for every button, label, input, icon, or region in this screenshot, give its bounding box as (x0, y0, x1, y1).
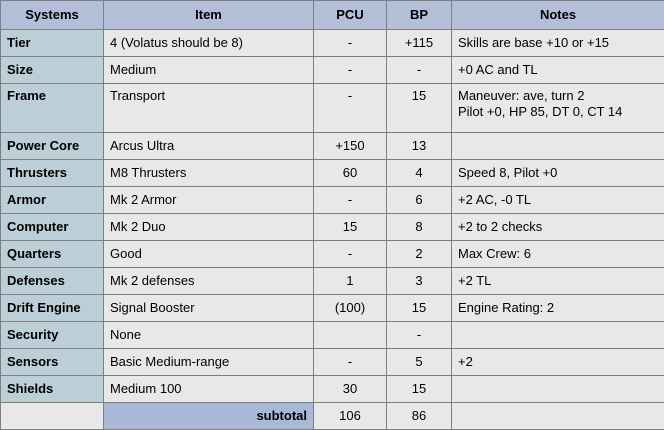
notes-cell (452, 322, 664, 349)
notes-line: Pilot +0, HP 85, DT 0, CT 14 (458, 104, 623, 119)
item-cell: Basic Medium-range (104, 349, 314, 376)
header-row (1, 1, 664, 30)
header-pcu: PCU (314, 1, 387, 30)
item-cell: Transport (104, 84, 314, 133)
bp-cell: 2 (387, 241, 452, 268)
item-cell: 4 (Volatus should be 8) (104, 30, 314, 57)
pcu-cell (314, 322, 387, 349)
header-item: Item (104, 1, 314, 30)
system-name: Power Core (1, 133, 104, 160)
item-cell: Medium (104, 57, 314, 84)
bp-cell: 4 (387, 160, 452, 187)
notes-cell: +2 TL (452, 268, 664, 295)
table-row-frame (1, 84, 664, 133)
pcu-cell: - (314, 241, 387, 268)
pcu-cell: 15 (314, 214, 387, 241)
notes-cell (452, 376, 664, 403)
pcu-cell: 60 (314, 160, 387, 187)
notes-cell: +2 to 2 checks (452, 214, 664, 241)
bp-cell: +115 (387, 30, 452, 57)
system-name: Tier (1, 30, 104, 57)
table-row-armor (1, 187, 664, 214)
system-name: Thrusters (1, 160, 104, 187)
bp-cell: 6 (387, 187, 452, 214)
notes-cell: +2 AC, -0 TL (452, 187, 664, 214)
bp-cell: 8 (387, 214, 452, 241)
notes-line: Maneuver: ave, turn 2 (458, 88, 585, 103)
bp-cell: 15 (387, 376, 452, 403)
notes-cell (452, 133, 664, 160)
table-row-shields (1, 376, 664, 403)
pcu-cell: - (314, 187, 387, 214)
bp-cell: 15 (387, 84, 452, 133)
table-row-computer (1, 214, 664, 241)
pcu-cell: - (314, 84, 387, 133)
item-cell: Medium 100 (104, 376, 314, 403)
pcu-cell: - (314, 30, 387, 57)
bp-cell: 5 (387, 349, 452, 376)
table-row-tier (1, 30, 664, 57)
system-name: Computer (1, 214, 104, 241)
header-bp: BP (387, 1, 452, 30)
item-cell: Mk 2 Duo (104, 214, 314, 241)
system-name: Defenses (1, 268, 104, 295)
table-row-quarters (1, 241, 664, 268)
table-row-security (1, 322, 664, 349)
system-name: Sensors (1, 349, 104, 376)
table-row-size (1, 57, 664, 84)
system-name: Armor (1, 187, 104, 214)
table-row-defenses (1, 268, 664, 295)
subtotal-pcu: 106 (314, 403, 387, 430)
item-cell: Mk 2 defenses (104, 268, 314, 295)
system-name: Drift Engine (1, 295, 104, 322)
notes-cell: Max Crew: 6 (452, 241, 664, 268)
item-cell: None (104, 322, 314, 349)
system-name: Size (1, 57, 104, 84)
item-cell: Mk 2 Armor (104, 187, 314, 214)
item-cell: M8 Thrusters (104, 160, 314, 187)
pcu-cell: +150 (314, 133, 387, 160)
notes-cell: Engine Rating: 2 (452, 295, 664, 322)
notes-cell: Speed 8, Pilot +0 (452, 160, 664, 187)
item-cell: Arcus Ultra (104, 133, 314, 160)
system-name: Shields (1, 376, 104, 403)
pcu-cell: 1 (314, 268, 387, 295)
pcu-cell: - (314, 57, 387, 84)
notes-cell: Skills are base +10 or +15 (452, 30, 664, 57)
subtotal-label: subtotal (104, 403, 314, 430)
bp-cell: - (387, 322, 452, 349)
subtotal-blank-cell (1, 403, 104, 430)
item-cell: Signal Booster (104, 295, 314, 322)
item-cell: Good (104, 241, 314, 268)
subtotal-notes-blank (452, 403, 664, 430)
pcu-cell: - (314, 349, 387, 376)
notes-cell (452, 84, 664, 133)
bp-cell: - (387, 57, 452, 84)
subtotal-bp: 86 (387, 403, 452, 430)
notes-cell: +2 (452, 349, 664, 376)
header-notes: Notes (452, 1, 664, 30)
subtotal-row (1, 403, 664, 430)
table-row-sensors (1, 349, 664, 376)
bp-cell: 15 (387, 295, 452, 322)
pcu-cell: (100) (314, 295, 387, 322)
system-name: Quarters (1, 241, 104, 268)
header-systems: Systems (1, 1, 104, 30)
system-name: Frame (1, 84, 104, 133)
pcu-cell: 30 (314, 376, 387, 403)
table-row-power-core (1, 133, 664, 160)
bp-cell: 3 (387, 268, 452, 295)
bp-cell: 13 (387, 133, 452, 160)
table-row-thrusters (1, 160, 664, 187)
notes-cell: +0 AC and TL (452, 57, 664, 84)
system-name: Security (1, 322, 104, 349)
table-row-drift-engine (1, 295, 664, 322)
